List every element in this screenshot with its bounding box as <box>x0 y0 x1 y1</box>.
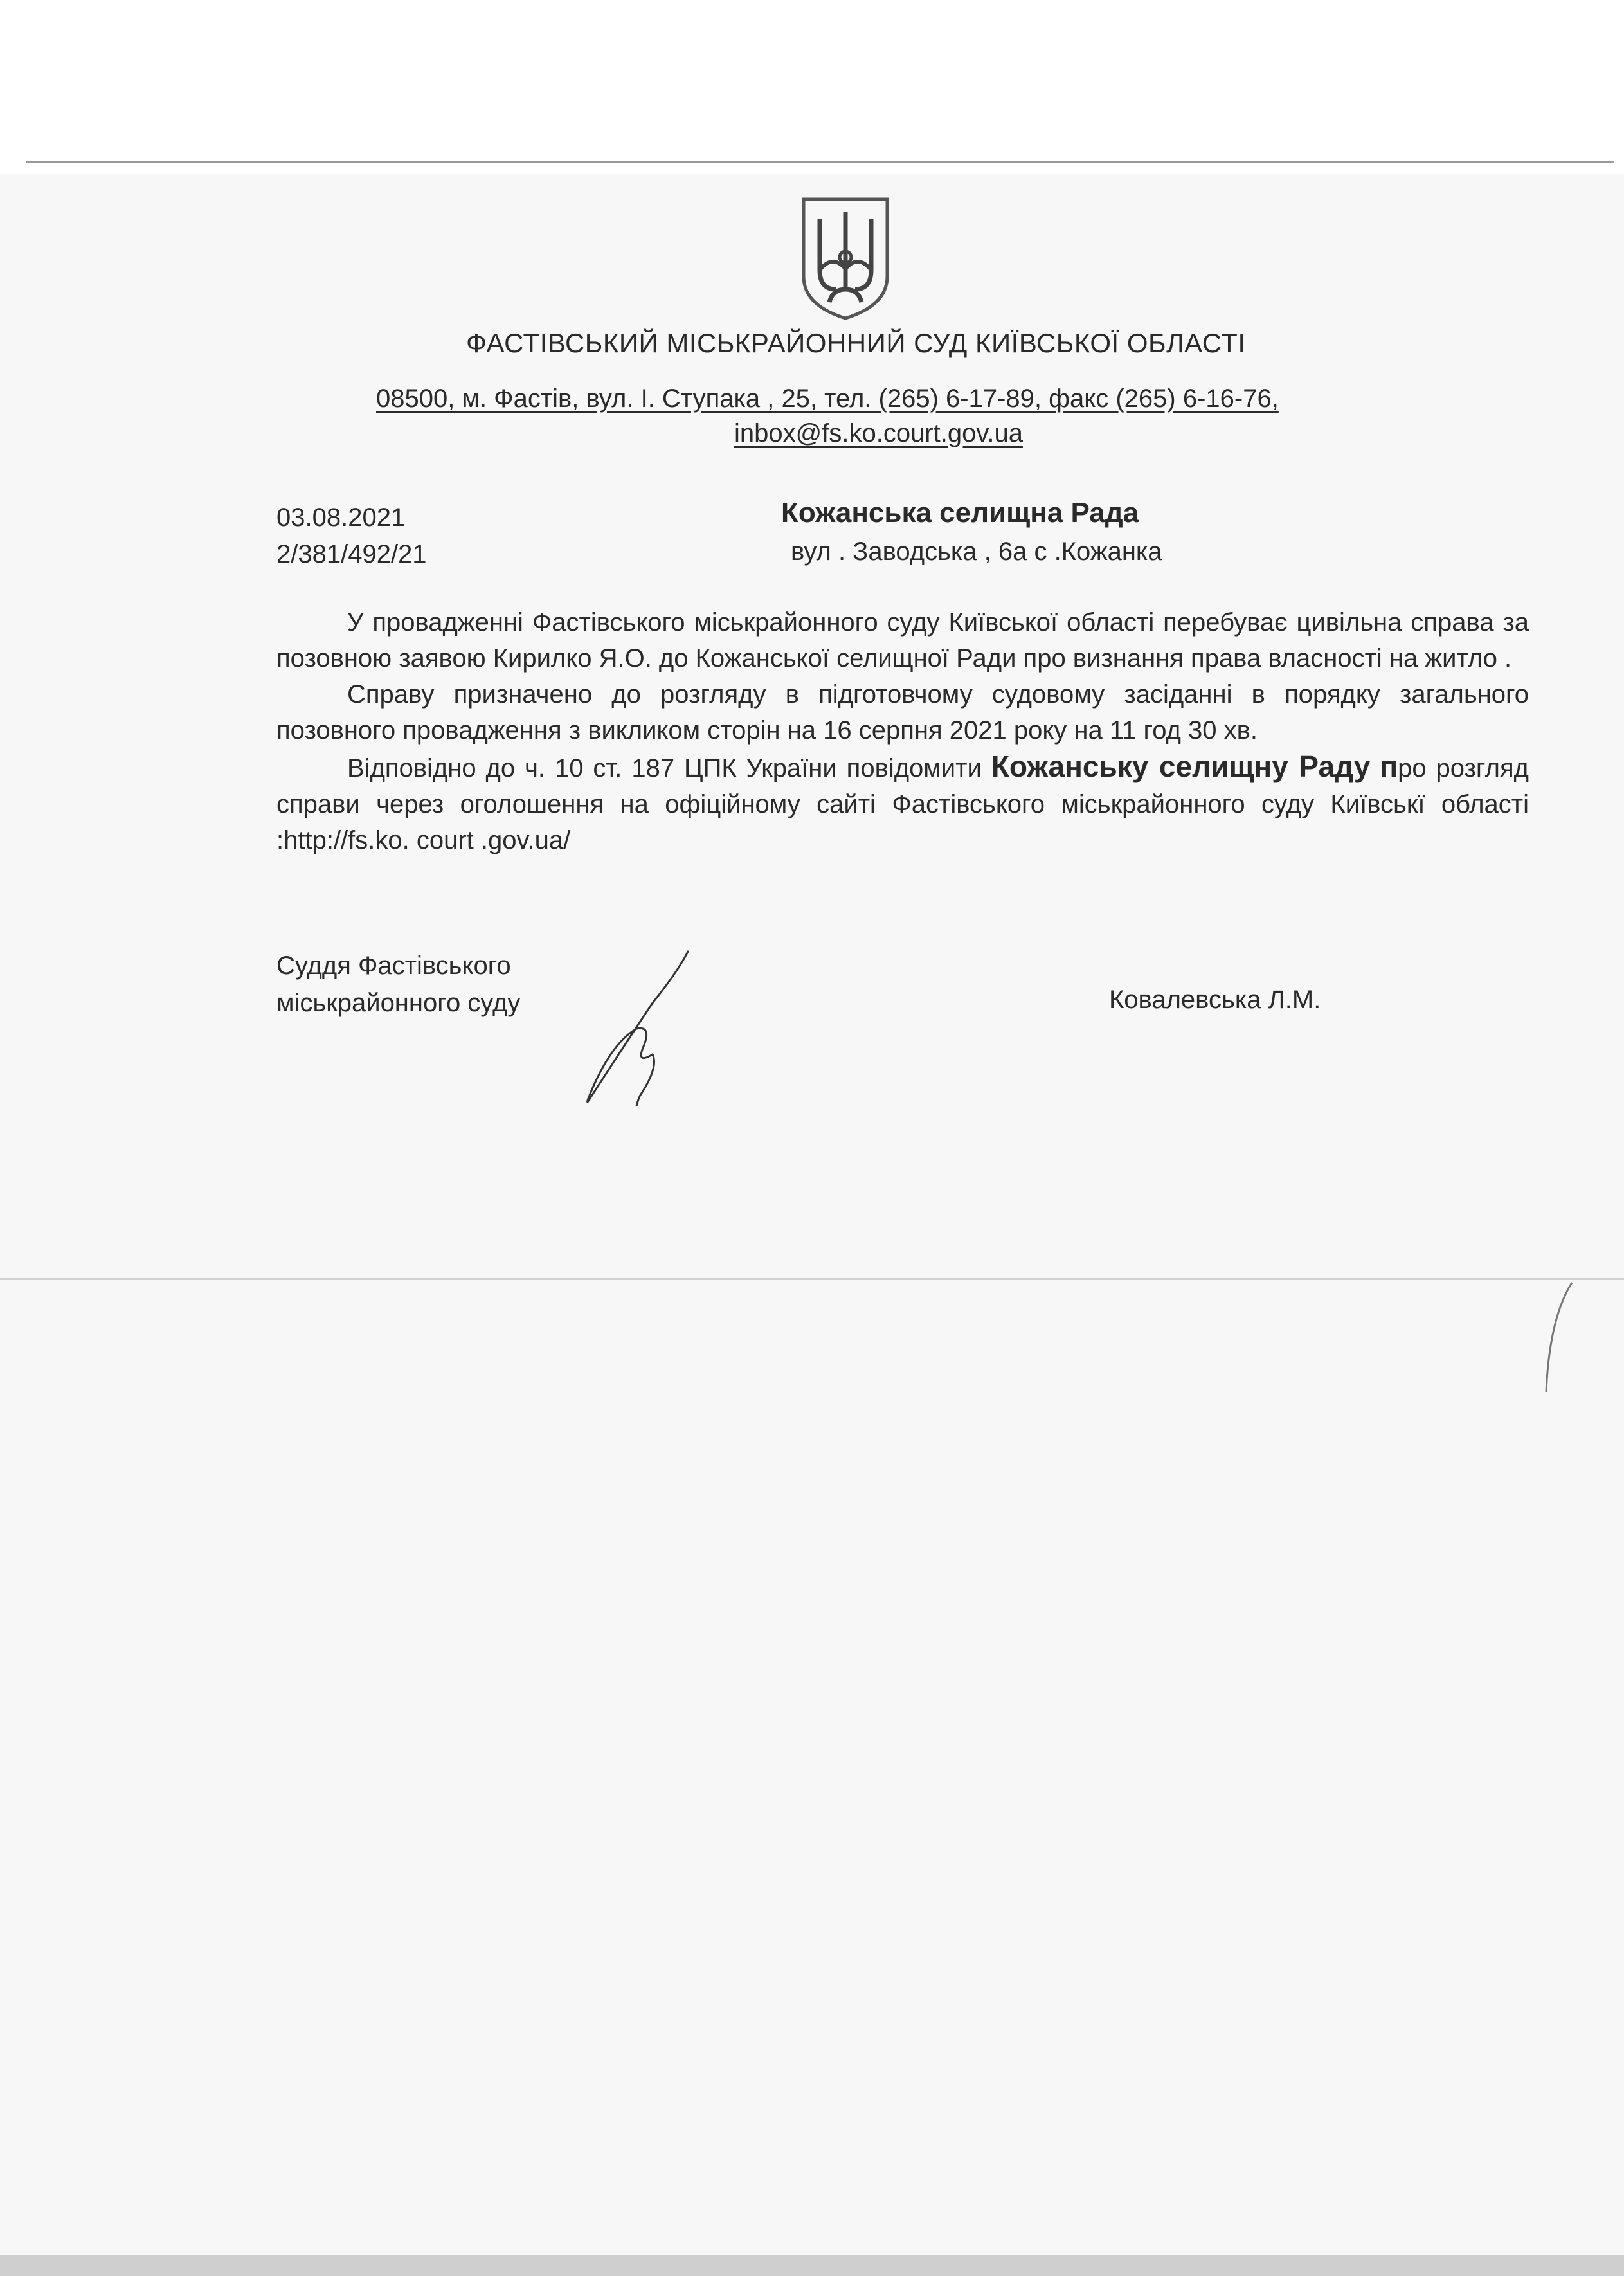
page-top-fold <box>0 0 1624 174</box>
letter-body <box>276 604 1529 858</box>
fold-edge-line <box>26 161 1614 163</box>
court-address: 08500, м. Фастів, вул. І. Ступака , 25, тел. (265) 6-17-89, факс (265) 6-16-76, <box>376 384 1279 413</box>
scan-mark-stroke <box>1537 1279 1575 1395</box>
notification-lead: Відповідно до ч. 10 ст. 187 ЦПК України повідомити <box>347 754 982 782</box>
signature-title-line1: Суддя Фастівського <box>276 952 511 980</box>
court-email: inbox@fs.ko.court.gov.ua <box>734 419 1023 447</box>
paragraph-hearing: Справу призначено до розгляду в підготовчому судовому засіданні в порядку загального позовного провадження з викликом сторін на 16 серпня 2021 року на 11 год 30 хв. <box>276 680 1529 745</box>
judge-name: Ковалевська Л.М. <box>1109 986 1321 1014</box>
signature-title-line2: міськрайонного суду <box>276 989 521 1017</box>
case-number: 2/381/492/21 <box>276 540 427 568</box>
document-date: 03.08.2021 <box>276 503 406 532</box>
paragraph-proceedings: У провадженні Фастівського міськрайонного суду Київської області перебуває цивільна справа за позовною заявою Кирилко Я.О. до Кожанської селищної Ради про визнання права власності на житло . <box>276 608 1529 673</box>
recipient-address: вул . Заводська , 6а с .Кожанка <box>791 537 1162 566</box>
scan-bottom-edge <box>0 2255 1624 2276</box>
handwritten-signature <box>575 945 704 1106</box>
paragraph-notification <box>276 748 1529 858</box>
court-title: ФАСТІВСЬКИЙ МІСЬКРАЙОННИЙ СУД КИЇВСЬКОЇ ОБЛАСТІ <box>466 328 1246 358</box>
notification-rest: ро розгляд справи через оголошення на офіційному сайті Фастівського міськрайонного суду Київськї області :http://fs.ko. court .gov.ua/ <box>276 754 1529 854</box>
recipient-name: Кожанська селищна Рада <box>781 497 1139 528</box>
notified-party-tail: п <box>1380 750 1398 783</box>
notified-party: Кожанську селищну Раду <box>991 750 1371 783</box>
fold-crease <box>0 1278 1624 1280</box>
trident-coat-of-arms-icon <box>797 193 894 321</box>
